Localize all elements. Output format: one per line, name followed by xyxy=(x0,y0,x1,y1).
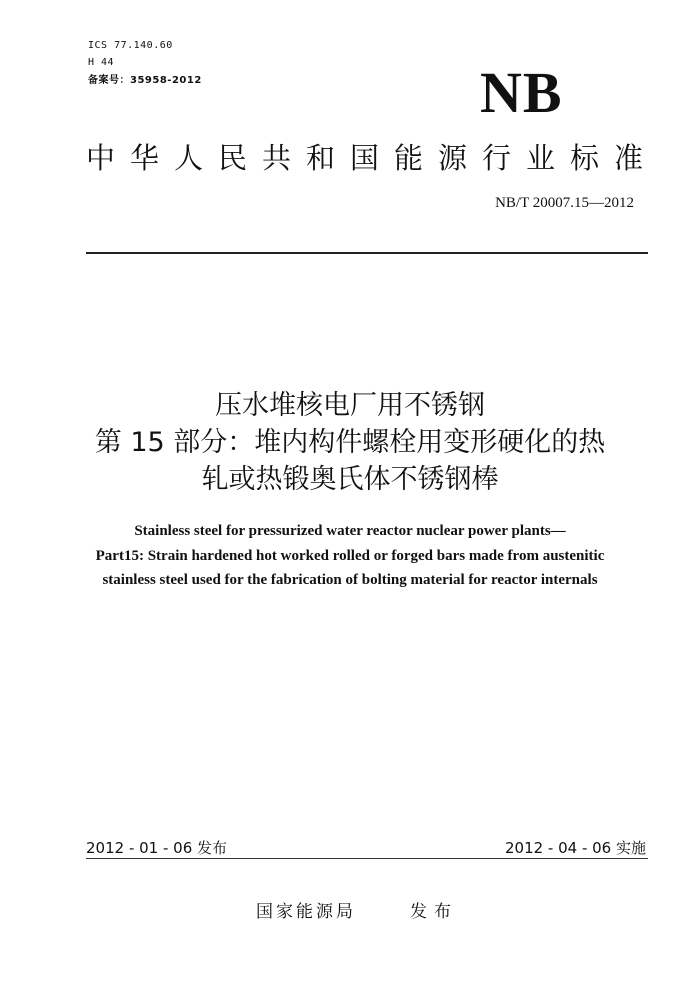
ics-code: ICS 77.140.60 xyxy=(88,40,173,51)
title-en-line-3: stainless steel used for the fabrication of bolting material for reactor internals xyxy=(102,572,598,588)
standard-number: NB/T 20007.15—2012 xyxy=(495,195,634,211)
title-en-line-1: Stainless steel for pressurized water reactor nuclear power plants— xyxy=(134,523,566,539)
issue-verb: 发布 xyxy=(410,902,458,922)
nb-logo: NB xyxy=(480,60,563,125)
title-cn-line-3: 轧或热锻奥氏体不锈钢棒 xyxy=(201,464,499,495)
title-cn-line-2: 第 15 部分：堆内构件螺栓用变形硬化的热 xyxy=(94,427,606,458)
standard-type: 中华人民共和国能源行业标准 xyxy=(86,141,659,175)
title-en-line-2: Part15: Strain hardened hot worked rolled or forged bars made from austenitic xyxy=(95,548,605,564)
issue-date: 2012 - 01 - 06 发布 xyxy=(86,839,228,857)
record-number: 备案号：35958-2012 xyxy=(88,75,202,86)
issuing-authority: 国家能源局 xyxy=(256,902,356,922)
clc-code: H 44 xyxy=(88,57,115,68)
footer-divider xyxy=(86,858,648,859)
implementation-date: 2012 - 04 - 06 实施 xyxy=(504,839,646,857)
title-cn-line-1: 压水堆核电厂用不锈钢 xyxy=(215,390,485,421)
header-divider xyxy=(86,252,648,254)
